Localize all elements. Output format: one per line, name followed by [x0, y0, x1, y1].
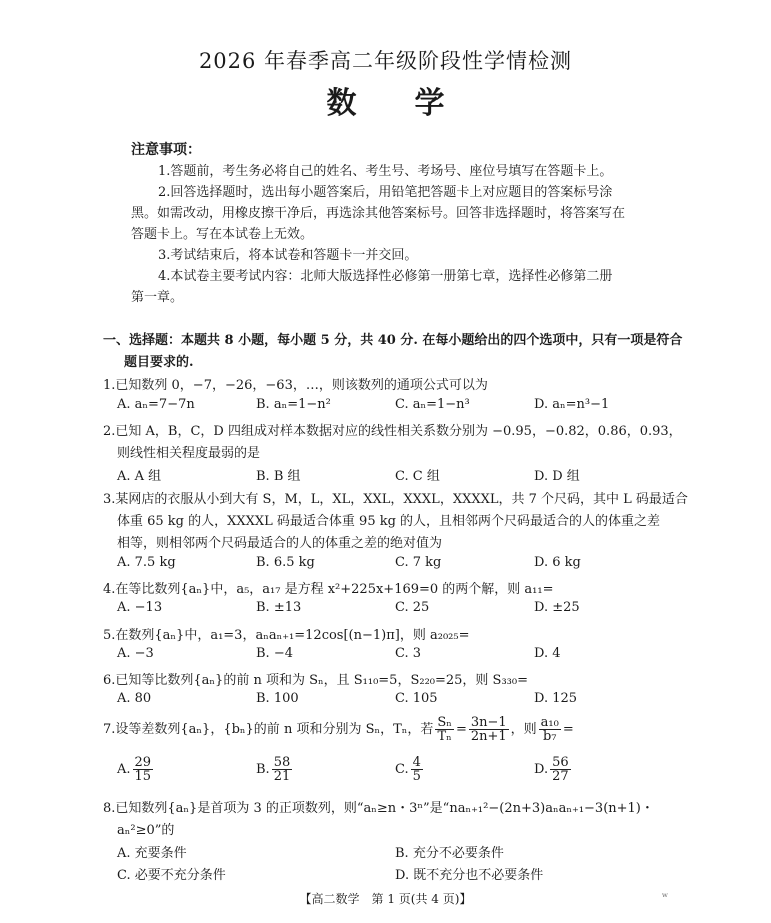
note-line: 2.回答选择题时，选出每小题答案后，用铅笔把答题卡上对应题目的答案标号涂: [158, 185, 613, 200]
q4-option-d: D. ±25: [534, 600, 580, 615]
q1-option-a: A. aₙ=7−7n: [117, 397, 195, 412]
option-fraction: [411, 756, 423, 783]
frac-denominator: 5: [412, 769, 421, 784]
section-heading: [103, 330, 682, 374]
q8-option-b: B. 充分不必要条件: [395, 846, 504, 861]
q6-option-d: D. 125: [534, 691, 578, 706]
q8-stem-cont: aₙ²≥0”的: [117, 823, 175, 838]
frac-numerator: a₁₀: [540, 715, 559, 730]
frac-denominator: 21: [273, 769, 291, 784]
q2-option-b: B. B 组: [256, 469, 301, 484]
option-label: C.: [395, 762, 409, 777]
frac-denominator: b₇: [542, 729, 557, 744]
q5-option-c: C. 3: [395, 646, 422, 661]
option-label: A.: [117, 762, 131, 777]
q8-option-d: D. 既不充分也不必要条件: [395, 868, 544, 883]
q5-option-d: D. 4: [534, 646, 561, 661]
q7-fraction-a10-b7: [539, 716, 561, 743]
option-fraction: [272, 756, 293, 783]
q8-option-c: C. 必要不充分条件: [117, 868, 226, 883]
subject-title: 数学: [326, 86, 503, 121]
section-line-2: 题目要求的.: [124, 355, 194, 370]
q2-stem: 2.已知 A，B，C，D 四组成对样本数据对应的线性相关系数分别为 −0.95，−0.82，0.86，0.93，: [103, 424, 682, 439]
page-footer: 【高二数学 第 1 页(共 4 页)】: [299, 892, 472, 906]
frac-denominator: 2n+1: [470, 729, 507, 744]
q3-option-a: A. 7.5 kg: [117, 555, 176, 570]
q4-option-c: C. 25: [395, 600, 430, 615]
q4-option-a: A. −13: [117, 600, 163, 615]
note-line: 答题卡上。写在本试卷上无效。: [131, 227, 314, 242]
option-fraction: [550, 756, 571, 783]
option-label: B.: [256, 762, 270, 777]
q5-option-b: B. −4: [256, 646, 293, 661]
q3-option-d: D. 6 kg: [534, 555, 581, 570]
q7-stem-text: 7.设等差数列{aₙ}，{bₙ}的前 n 项和分别为 Sₙ，Tₙ，若: [103, 722, 434, 737]
q1-option-c: C. aₙ=1−n³: [395, 397, 470, 412]
frac-numerator: 58: [273, 755, 291, 770]
q2-option-c: C. C 组: [395, 469, 440, 484]
q1-option-d: D. aₙ=n³−1: [534, 397, 610, 412]
q7-equals: =: [455, 722, 467, 737]
q1-stem: 1.已知数列 0，−7，−26，−63，…，则该数列的通项公式可以为: [103, 378, 488, 393]
q6-stem: 6.已知等比数列{aₙ}的前 n 项和为 Sₙ，且 S₁₁₀=5，S₂₂₀=25，则 S₃₃₀=: [103, 673, 528, 688]
q7-tail: =: [562, 722, 574, 737]
note-line: 3.考试结束后，将本试卷和答题卡一并交回。: [158, 248, 418, 263]
q3-option-c: C. 7 kg: [395, 555, 442, 570]
q2-stem-cont: 则线性相关程度最弱的是: [117, 446, 261, 461]
q7-fraction-sn-tn: [435, 716, 454, 743]
note-line: 黑。如需改动，用橡皮擦干净后，再选涂其他答案标号。回答非选择题时，将答案写在: [131, 206, 626, 221]
frac-numerator: 29: [134, 755, 152, 770]
q2-option-d: D. D 组: [534, 469, 580, 484]
q6-option-a: A. 80: [117, 691, 152, 706]
note-line: 1.答题前，考生务必将自己的姓名、考生号、考场号、座位号填写在答题卡上。: [158, 164, 613, 179]
note-line: 第一章。: [131, 290, 184, 305]
q5-option-a: A. −3: [117, 646, 154, 661]
footer-mark: ᵂ: [662, 893, 668, 903]
frac-denominator: Tₙ: [437, 729, 452, 744]
q3-option-b: B. 6.5 kg: [256, 555, 315, 570]
frac-denominator: 15: [134, 769, 152, 784]
q2-option-a: A. A 组: [117, 469, 162, 484]
section-line-1: 一、选择题：本题共 8 小题，每小题 5 分，共 40 分. 在每小题给出的四个选项中，只有一项是符合: [103, 333, 683, 348]
q6-option-b: B. 100: [256, 691, 299, 706]
q4-stem: 4.在等比数列{aₙ}中，a₅，a₁₇ 是方程 x²+225x+169=0 的两个解，则 a₁₁=: [103, 582, 554, 597]
q3-stem-cont: 相等，则相邻两个尺码最适合的人的体重之差的绝对值为: [117, 536, 443, 551]
q8-option-a: A. 充要条件: [117, 846, 187, 861]
frac-numerator: 4: [412, 755, 421, 770]
frac-numerator: 3n−1: [470, 715, 507, 730]
exam-title: 2026 年春季高二年级阶段性学情检测: [198, 49, 573, 73]
q7-option-b: [256, 756, 294, 783]
option-fraction: [133, 756, 154, 783]
option-label: D.: [534, 762, 549, 777]
frac-numerator: 56: [552, 755, 569, 770]
q7-option-a: [117, 756, 155, 783]
q7-option-d: [534, 756, 573, 783]
q7-option-c: [395, 756, 425, 783]
q7-then: ，则: [510, 722, 537, 737]
frac-numerator: Sₙ: [437, 715, 452, 730]
q6-option-c: C. 105: [395, 691, 438, 706]
q8-stem: 8.已知数列{aₙ}是首项为 3 的正项数列，则“aₙ≥n・3ⁿ”是“naₙ₊₁²−(2n+3)aₙaₙ₊₁−3(n+1)・: [103, 801, 654, 816]
q7-fraction-ratio: [469, 716, 509, 743]
q3-stem-cont: 体重 65 kg 的人，XXXXL 码最适合体重 95 kg 的人，且相邻两个尺码最适合的人的体重之差: [117, 514, 661, 529]
notes-heading: 注意事项：: [131, 142, 201, 158]
q7-stem: [103, 716, 574, 743]
frac-denominator: 27: [552, 769, 569, 784]
q1-option-b: B. aₙ=1−n²: [256, 397, 331, 412]
q5-stem: 5.在数列{aₙ}中，a₁=3，aₙaₙ₊₁=12cos[(n−1)π]，则 a₂₀₂₅=: [103, 628, 470, 643]
q4-option-b: B. ±13: [256, 600, 302, 615]
note-line: 4.本试卷主要考试内容：北师大版选择性必修第一册第七章，选择性必修第二册: [158, 269, 613, 284]
q3-stem: 3.某网店的衣服从小到大有 S，M，L，XL，XXL，XXXL，XXXXL，共 7 个尺码，其中 L 码最适合: [103, 492, 688, 507]
